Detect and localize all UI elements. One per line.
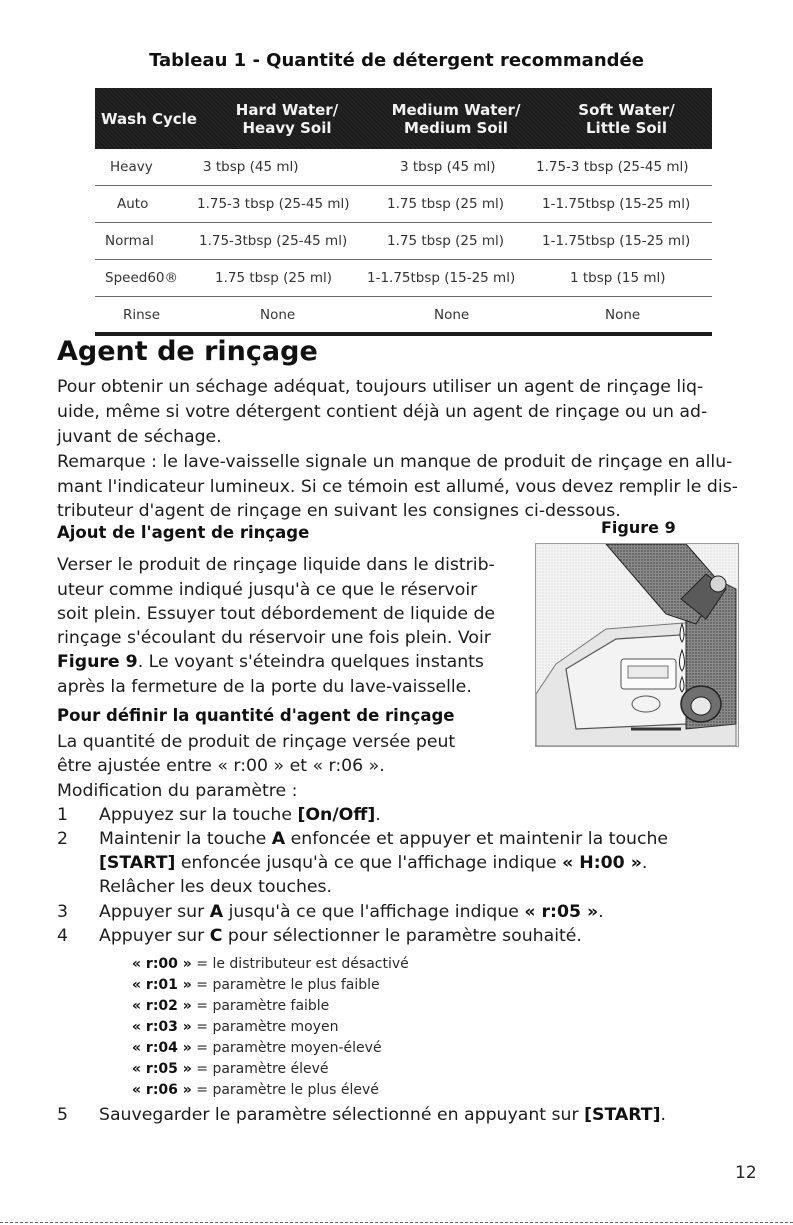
- intro-line: juvant de séchage.: [57, 427, 222, 447]
- add-line: uteur comme indiqué jusqu'à ce que le réservoir: [57, 580, 478, 600]
- step-number: 1: [57, 805, 68, 825]
- add-line: après la fermeture de la porte du lave-vaisselle.: [57, 677, 472, 697]
- step-text: Appuyer sur C pour sélectionner le paramètre souhaité.: [99, 926, 582, 946]
- intro-line: Pour obtenir un séchage adéquat, toujours utiliser un agent de rinçage liq-: [57, 377, 704, 397]
- add-rinse-heading: Ajout de l'agent de rinçage: [57, 523, 310, 542]
- cell-medium: 1.75 tbsp (25 ml): [387, 233, 505, 249]
- add-line: rinçage s'écoulant du réservoir une fois plein. Voir: [57, 628, 491, 648]
- table-row: [95, 186, 712, 223]
- quantity-line: être ajustée entre « r:00 » et « r:06 ».: [57, 756, 385, 776]
- cell-cycle: Normal: [105, 233, 154, 249]
- cell-soft: 1-1.75tbsp (15-25 ml): [542, 196, 691, 212]
- table-row: [95, 297, 712, 333]
- cell-hard: 3 tbsp (45 ml): [203, 159, 299, 175]
- figure-reference: Figure 9: [57, 652, 138, 672]
- table-row: [95, 149, 712, 186]
- cell-medium: 1.75 tbsp (25 ml): [387, 196, 505, 212]
- header-hard-water: Hard Water/ Heavy Soil: [235, 100, 339, 137]
- table-title: Tableau 1 - Quantité de détergent recommandée: [149, 50, 644, 71]
- step-text: Appuyer sur A jusqu'à ce que l'affichage indique « r:05 ».: [99, 902, 604, 922]
- setting-item: « r:00 » = le distributeur est désactivé: [132, 956, 409, 972]
- step-text: Sauvegarder le paramètre sélectionné en appuyant sur [START].: [99, 1105, 666, 1125]
- quantity-heading: Pour définir la quantité d'agent de rinçage: [57, 706, 455, 725]
- setting-item: « r:02 » = paramètre faible: [132, 998, 330, 1014]
- cell-cycle: Auto: [117, 196, 149, 212]
- step-number: 2: [57, 829, 68, 849]
- table-row: [95, 260, 712, 297]
- header-wash-cycle: Wash Cycle: [101, 109, 197, 128]
- intro-line: uide, même si votre détergent contient déjà un agent de rinçage ou un ad-: [57, 402, 708, 422]
- header-medium-water: Medium Water/ Medium Soil: [391, 100, 521, 137]
- add-line: Figure 9. Le voyant s'éteindra quelques instants: [57, 652, 484, 672]
- add-line: soit plein. Essuyer tout débordement de liquide de: [57, 604, 496, 624]
- setting-item: « r:01 » = paramètre le plus faible: [132, 977, 380, 993]
- cell-cycle: Heavy: [110, 159, 153, 175]
- cell-cycle: Rinse: [123, 307, 161, 323]
- setting-item: « r:05 » = paramètre élevé: [132, 1061, 329, 1077]
- header-soft-water: Soft Water/ Little Soil: [578, 100, 675, 137]
- cell-soft: 1-1.75tbsp (15-25 ml): [542, 233, 691, 249]
- step-text: Relâcher les deux touches.: [99, 877, 333, 897]
- step-number: 3: [57, 902, 68, 922]
- page-number: 12: [735, 1163, 757, 1183]
- step-number: 4: [57, 926, 68, 946]
- rinse-dispenser-illustration: [536, 544, 738, 746]
- intro-line: tributeur d'agent de rinçage en suivant les consignes ci-dessous.: [57, 501, 621, 521]
- cell-soft: 1 tbsp (15 ml): [570, 270, 666, 286]
- cell-medium: 1-1.75tbsp (15-25 ml): [367, 270, 516, 286]
- cell-hard: 1.75-3 tbsp (25-45 ml): [197, 196, 350, 212]
- intro-line: mant l'indicateur lumineux. Si ce témoin est allumé, vous devez remplir le dis-: [57, 477, 738, 497]
- quantity-line: La quantité de produit de rinçage versée peut: [57, 732, 456, 752]
- setting-item: « r:03 » = paramètre moyen: [132, 1019, 339, 1035]
- intro-line: Remarque : le lave-vaisselle signale un manque de produit de rinçage en allu-: [57, 452, 733, 472]
- cell-hard: None: [260, 307, 296, 323]
- cell-soft: None: [605, 307, 641, 323]
- cell-soft: 1.75-3 tbsp (25-45 ml): [536, 159, 689, 175]
- detergent-table: [95, 88, 712, 336]
- cell-cycle: Speed60®: [105, 270, 178, 286]
- quantity-line: Modification du paramètre :: [57, 781, 298, 801]
- table-row: [95, 223, 712, 260]
- figure-9-illustration: [535, 543, 739, 747]
- add-line: Verser le produit de rinçage liquide dans le distrib-: [57, 555, 495, 575]
- section-title: Agent de rinçage: [57, 336, 318, 367]
- cell-medium: None: [434, 307, 470, 323]
- step-number: 5: [57, 1105, 68, 1125]
- step-text: [START] enfoncée jusqu'à ce que l'affichage indique « H:00 ».: [99, 853, 648, 873]
- page-bottom-edge: [0, 1222, 793, 1223]
- setting-item: « r:06 » = paramètre le plus élevé: [132, 1082, 379, 1098]
- step-text: Appuyez sur la touche [On/Off].: [99, 805, 381, 825]
- cell-hard: 1.75 tbsp (25 ml): [215, 270, 333, 286]
- cell-medium: 3 tbsp (45 ml): [400, 159, 496, 175]
- setting-item: « r:04 » = paramètre moyen-élevé: [132, 1040, 382, 1056]
- table-header: [95, 88, 712, 149]
- cell-hard: 1.75-3tbsp (25-45 ml): [199, 233, 348, 249]
- figure-label: Figure 9: [601, 518, 676, 537]
- step-text: Maintenir la touche A enfoncée et appuyer et maintenir la touche: [99, 829, 669, 849]
